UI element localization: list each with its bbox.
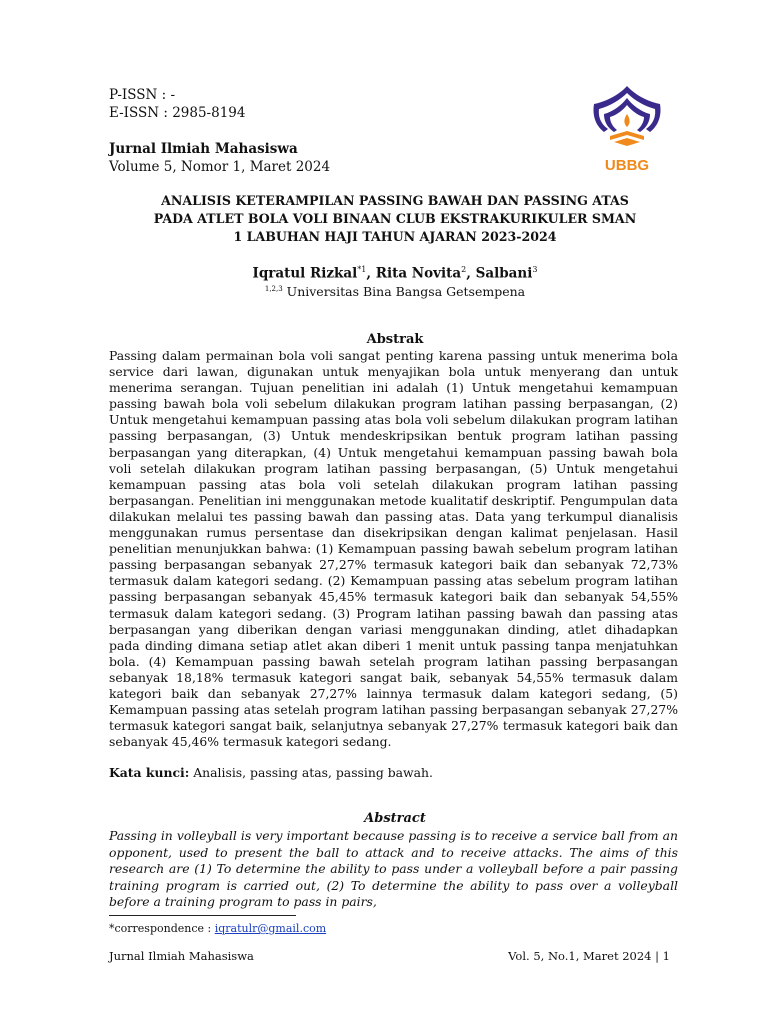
- abstract-body: Passing dalam permainan bola voli sangat penting karena passing untuk menerima bola service dari lawan, digunakan untuk menyajikan bola untuk menyerang dan untuk menerima serangan. Tujuan penelitian ini adalah (1) Untuk mengetahui kemampuan passing bawah bola voli sebelum dilakukan program latihan passing berpasangan, (2) Untuk mengetahui kemampuan passing atas bola voli sebelum dilakukan program latihan passing berpasangan, (3) Untuk mendeskripsikan bentuk program latihan passing berpasangan yang diterapkan, (4) Untuk mengetahui kemampuan passing bawah bola voli setelah dilakukan program latihan passing berpasangan, (5) Untuk mengetahui kemampuan passing atas bola voli setelah dilakukan program latihan passing berpasangan. Penelitian ini menggunakan metode kualitatif deskriptif. Pengumpulan data dilakukan melalui tes passing bawah dan passing atas. Data yang terkumpul dianalisis menggunakan rumus persentase dan disekripsikan dengan kalimat penjelasan. Hasil penelitian menunjukkan bahwa: (1) Kemampuan passing bawah sebelum program latihan passing berpasangan sebanyak 27,27% termasuk kategori baik dan sebanyak 72,73% termasuk dalam kategori sedang. (2) Kemampuan passing atas sebelum program latihan passing berpasangan sebanyak 45,45% termasuk kategori baik dan sebanyak 54,55% termasuk dalam kategori sedang. (3) Program latihan passing bawah dan passing atas berpasangan yang diberikan dengan variasi menggunakan dinding, atlet dihadapkan pada dinding dimana setiap atlet akan diberi 1 menit untuk passing tanpa menjatuhkan bola. (4) Kemampuan passing bawah setelah program latihan passing berpasangan sebanyak 18,18% termasuk kategori sangat baik, sebanyak 54,55% termasuk dalam kategori baik dan sebanyak 27,27% lainnya termasuk dalam kategori sedang, (5) Kemampuan passing atas setelah program latihan passing berpasangan sebanyak 27,27% termasuk kategori sangat baik, selanjutnya sebanyak 27,27% termasuk kategori baik dan sebanyak 45,46% termasuk kategori sedang.: [109, 348, 678, 750]
- author-affil-mark: 3: [532, 265, 538, 274]
- p-issn: P-ISSN : -: [109, 87, 176, 103]
- logo-flame: [624, 114, 629, 127]
- author-name: Salbani: [475, 265, 533, 282]
- keywords: [109, 765, 678, 781]
- journal-volume: Volume 5, Nomor 1, Maret 2024: [109, 159, 331, 175]
- footer-page-info: Vol. 5, No.1, Maret 2024 | 1: [508, 949, 670, 963]
- title-line: ANALISIS KETERAMPILAN PASSING BAWAH DAN PASSING ATAS: [161, 193, 629, 208]
- author-affil-mark: 2: [461, 265, 467, 274]
- logo-base: [614, 138, 640, 146]
- keywords-label: Kata kunci:: [109, 765, 190, 780]
- journal-name: Jurnal Ilmiah Mahasiswa: [109, 141, 298, 157]
- abstract-heading: Abstrak: [366, 332, 424, 347]
- correspondence-email-link[interactable]: iqratulr@gmail.com: [214, 922, 327, 935]
- title-line: PADA ATLET BOLA VOLI BINAAN CLUB EKSTRAKURIKULER SMAN: [153, 211, 637, 226]
- ubbg-logo: [586, 84, 668, 176]
- author-list: [110, 265, 680, 282]
- author-separator: ,: [366, 265, 376, 282]
- footnote-divider: [109, 915, 296, 916]
- affiliation: [110, 284, 680, 299]
- e-issn: E-ISSN : 2985-8194: [109, 105, 246, 121]
- author-affil-mark: *1: [357, 265, 367, 274]
- title-line: 1 LABUHAN HAJI TAHUN AJARAN 2023-2024: [233, 229, 557, 244]
- keywords-text: Analisis, passing atas, passing bawah.: [189, 765, 433, 780]
- author-name: Iqratul Rizkal: [252, 265, 358, 282]
- footnote: [109, 922, 326, 935]
- author-separator: ,: [466, 265, 476, 282]
- abstract-en-heading: Abstract: [364, 811, 426, 826]
- affiliation-mark: 1,2,3: [264, 284, 283, 293]
- paper-title: [110, 192, 680, 246]
- logo-text: UBBG: [604, 157, 650, 174]
- footnote-label: *correspondence :: [109, 922, 215, 935]
- abstract-en-body: Passing in volleyball is very important because passing is to receive a service ball from an opponent, used to present the ball to attack and to receive attacks. The aims of this research are (1) To determine the ability to pass under a volleyball before a pair passing training program is carried out, (2) To determine the ability to pass over a volleyball before a training program to pass in pairs,: [109, 828, 678, 910]
- author-name: Rita Novita: [375, 265, 462, 282]
- affiliation-text: Universitas Bina Bangsa Getsempena: [282, 284, 526, 299]
- footer-journal: Jurnal Ilmiah Mahasiswa: [109, 949, 254, 963]
